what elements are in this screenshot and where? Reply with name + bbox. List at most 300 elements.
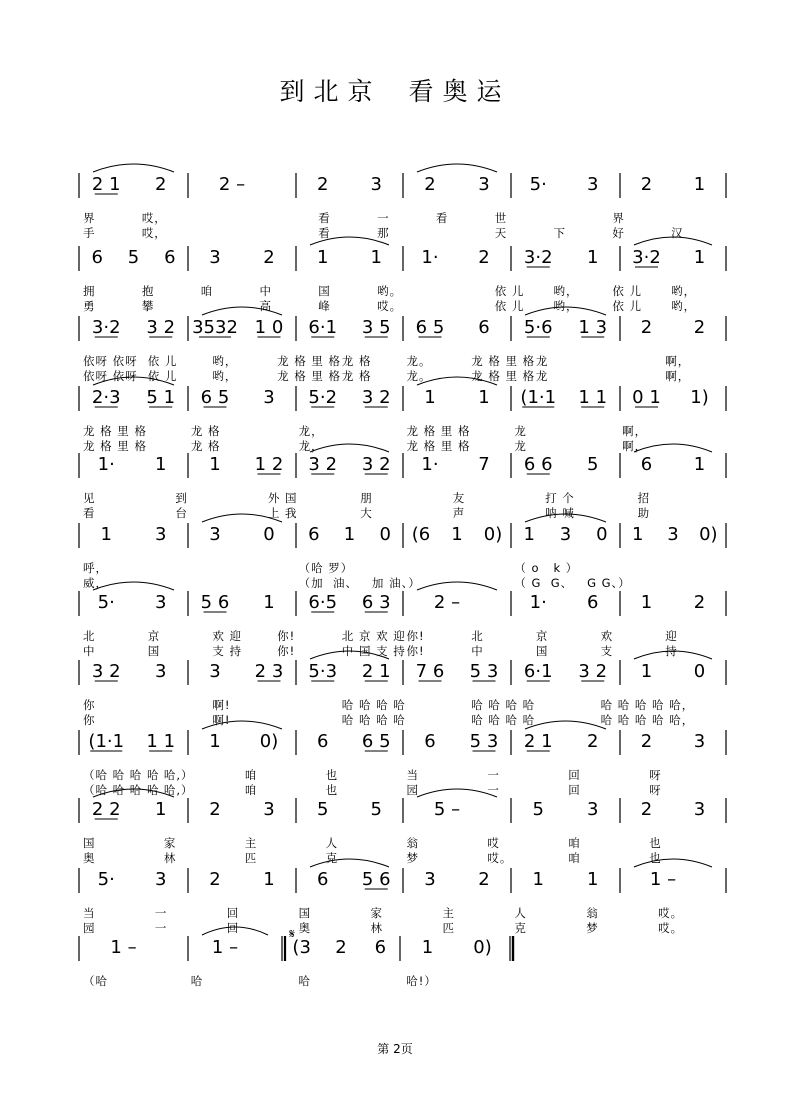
note-group: 2 [424, 174, 436, 195]
lyric-word: 支 持 [212, 644, 243, 658]
note-group: 1 [209, 731, 221, 752]
lyric-word: （ G G、 G G、） [514, 576, 631, 590]
note-group: 2 [155, 174, 167, 195]
note-group: 5 1 [146, 387, 176, 408]
lyric-word: 哈 哈 哈 哈 哈， [600, 698, 695, 712]
lyric-word: 国 [318, 284, 331, 298]
note-group: 2 [209, 799, 221, 820]
lyric-word: 那 [377, 226, 390, 240]
lyric-word: 友 [452, 491, 466, 505]
lyric-word: 你! [406, 644, 425, 658]
lyric-word: 哈 哈 哈 哈 [471, 713, 536, 727]
note-group: 5 6 [200, 592, 230, 613]
lyric-word: 龙 格 里 格 [471, 354, 536, 368]
lyric-word: 北 [471, 629, 484, 643]
note-group: 2 3 [254, 661, 284, 682]
note-group: 5· [97, 592, 115, 613]
lyric-word: 回 [568, 768, 581, 782]
lyric-word: 哎 [487, 836, 500, 850]
note-group: 1 [424, 387, 436, 408]
note-group: 6 [640, 454, 653, 475]
note-group: 1 [631, 524, 644, 545]
lyric-word: 你 [83, 698, 96, 712]
note-group: 2 [209, 869, 221, 890]
lyric-word: 哈 哈 哈 哈 哈， [600, 713, 695, 727]
lyric-word: 哈,） [163, 768, 194, 782]
lyric-word: 咱 [244, 783, 258, 797]
note-group: 3 [693, 731, 706, 752]
lyric-word: 也 [325, 768, 339, 782]
note-group: 7 6 [415, 661, 445, 682]
lyric-word: 园 [406, 783, 419, 797]
note-group: 3 [209, 661, 221, 682]
lyric-word: 咱 [568, 851, 581, 865]
lyric-word: 哎。 [658, 921, 684, 935]
lyric-word: 依 儿 [612, 284, 643, 298]
lyric-word: 匹 [244, 851, 258, 865]
lyric-word: 你! [277, 629, 296, 643]
note-group: 1 [523, 524, 535, 545]
note-group: 3 2 [361, 387, 391, 408]
note-group: 6·5 [308, 592, 338, 613]
lyric-word: 欢 [600, 629, 614, 643]
note-group: 1 [370, 247, 382, 268]
lyric-word: 奥 [298, 921, 312, 935]
note-group: 1 [587, 869, 599, 890]
note-group: 5 [532, 799, 544, 820]
lyric-word: 主 [244, 836, 258, 850]
note-group: 2 – [433, 592, 461, 613]
note-group: 1 [263, 869, 275, 890]
lyric-word: 克 [325, 851, 339, 865]
note-group: 3 2 [308, 454, 338, 475]
slur-arc [634, 859, 712, 867]
lyric-word: 汉 [671, 226, 684, 240]
lyric-word: 龙 格 里 格 [277, 354, 342, 368]
lyric-word: 哎， [141, 211, 167, 225]
note-group: 2 [693, 592, 706, 613]
note-group: 2 [640, 174, 653, 195]
lyric-word: 中 国 支 持 [341, 644, 406, 658]
lyric-word: 依 儿 [147, 354, 178, 368]
note-group: 3 2 [578, 661, 608, 682]
note-group: 1· [529, 592, 547, 613]
note-group: 6 5 [361, 731, 391, 752]
lyric-word: 国 [298, 906, 312, 920]
note-group: 1 1 [146, 731, 176, 752]
lyric-word: 龙 [514, 439, 527, 453]
note-group: 6 [478, 317, 490, 338]
lyric-word: 呀 [649, 768, 662, 782]
note-group: 5·3 [308, 661, 338, 682]
lyric-word: （哈 哈 哈 哈 [83, 783, 160, 797]
lyric-word: 哈,） [163, 783, 194, 797]
lyric-word: 一 [154, 921, 168, 935]
lyric-word: 依 儿 [494, 299, 525, 313]
lyric-word: 奥 [83, 851, 96, 865]
note-group: 1 1 [578, 387, 608, 408]
lyric-word: 龙 格 [341, 369, 372, 383]
note-group: 5 [370, 799, 382, 820]
lyric-word: 园 [83, 921, 96, 935]
lyric-word: 呐 喊 [545, 506, 575, 520]
lyric-word: 依 儿 [494, 284, 525, 298]
slur-arc [417, 164, 497, 172]
slur-arc [93, 164, 174, 172]
note-group: 1· [421, 454, 439, 475]
note-group: 0 [263, 524, 275, 545]
note-group: 2 – [218, 174, 246, 195]
lyric-word: 梦 [406, 851, 419, 865]
note-group: 2 [335, 937, 347, 958]
note-group: 3·2 [523, 247, 553, 268]
lyric-word: 支 [600, 644, 614, 658]
note-group: 2 [640, 799, 653, 820]
lyric-word: 依 儿 [147, 369, 178, 383]
lyric-word: 哈 [190, 974, 204, 988]
lyric-word: 依 儿 [612, 299, 643, 313]
note-group: 3 [155, 869, 167, 890]
lyric-word: 你! [277, 644, 296, 658]
lyric-word: 翁 [586, 906, 599, 920]
lyric-word: 龙 格 里 格 [406, 439, 471, 453]
note-group: 3 [155, 524, 167, 545]
lyric-word: 龙 [514, 424, 527, 438]
lyric-word: 中 [259, 284, 272, 298]
note-group: 6 [374, 937, 387, 958]
lyric-word: 你! [406, 629, 425, 643]
lyric-word: 哟， [671, 299, 697, 313]
lyric-word: 匹 [442, 921, 455, 935]
note-group: 1 [263, 592, 275, 613]
note-group: 3 5 [361, 317, 391, 338]
note-group: 1 [478, 387, 490, 408]
lyric-word: 打 个 [545, 491, 575, 505]
lyric-word: 看 [83, 506, 96, 520]
lyric-word: 啊! [212, 698, 231, 712]
lyric-word: 京 [535, 629, 549, 643]
note-group: 1 – [211, 937, 239, 958]
note-group: 0) [699, 524, 718, 545]
note-group: 1 – [110, 937, 137, 958]
lyric-word: 声 [452, 506, 466, 520]
lyric-word: 依呀 依呀 [83, 369, 138, 383]
lyric-word: 啊， [622, 424, 648, 438]
slur-arc [417, 582, 497, 590]
lyric-word: 梦 [586, 921, 599, 935]
lyric-word: 看 [318, 226, 331, 240]
note-group: 1 [451, 524, 463, 545]
lyric-word: 中 [471, 644, 484, 658]
slur-arc [525, 721, 606, 729]
note-group: 6 3 [361, 592, 391, 613]
note-group: 5·2 [308, 387, 338, 408]
note-group: (1·1 [520, 387, 557, 408]
note-group: 6·1 [308, 317, 338, 338]
lyric-word: 哎， [141, 226, 167, 240]
note-group: 3 [155, 661, 167, 682]
lyric-word: 拥 [83, 284, 96, 298]
note-group: (1·1 [88, 731, 125, 752]
lyric-word: 龙 [535, 369, 549, 383]
note-group: 6 [164, 247, 176, 268]
lyric-word: 回 [226, 921, 240, 935]
lyric-word: 威， [83, 576, 108, 590]
lyric-word: 呀 [649, 783, 662, 797]
note-group: 1 [693, 454, 706, 475]
lyric-word: 国 [83, 836, 96, 850]
note-group: 5 6 [361, 869, 391, 890]
note-group: 0) [259, 731, 279, 752]
song-title: 到北京 看奥运 [279, 77, 511, 106]
lyric-word: 啊， [665, 369, 691, 383]
note-group: 2 1 [361, 661, 391, 682]
lyric-word: 台 [175, 506, 188, 520]
lyric-word: 家 [370, 906, 384, 920]
note-group: 2 [640, 317, 653, 338]
note-group: 3 [263, 387, 275, 408]
lyric-word: 当 [406, 768, 419, 782]
lyric-word: 哟， [212, 369, 238, 383]
note-group: 2 2 [91, 799, 121, 820]
lyric-word: 哎。 [658, 906, 684, 920]
note-group: 1 [155, 454, 167, 475]
slur-arc [310, 859, 389, 867]
note-group: 5 – [433, 799, 461, 820]
note-group: 1 [343, 524, 356, 545]
note-group: 3 2 [146, 317, 176, 338]
lyric-word: 北 京 欢 迎 [341, 629, 406, 643]
note-group: (3 [292, 937, 311, 958]
lyric-word: （ o k ） [514, 561, 579, 575]
note-group: 1 [640, 661, 653, 682]
lyric-word: 也 [649, 836, 662, 850]
note-group: 3 [559, 524, 572, 545]
lyric-word: 中 [83, 644, 96, 658]
note-group: 3 [667, 524, 679, 545]
note-group: 1 [421, 937, 434, 958]
lyric-word: 哟， [553, 284, 579, 298]
note-group: 2 [640, 731, 653, 752]
lyric-word: 一 [154, 906, 168, 920]
lyric-word: 咱 [568, 836, 581, 850]
note-group: 1· [97, 454, 115, 475]
lyric-word: 京 [147, 629, 161, 643]
lyric-word: 龙 格 里 格 [471, 369, 536, 383]
note-group: 2 1 [91, 174, 121, 195]
lyric-word: 攀 [141, 299, 155, 313]
lyric-word: 哟， [553, 299, 579, 313]
note-group: 5· [97, 869, 115, 890]
lyric-word: 龙 格 [190, 439, 221, 453]
lyric-word: 天 [494, 226, 508, 240]
note-group: 3 [424, 869, 436, 890]
lyric-word: 一 [487, 783, 500, 797]
lyric-word: 北 [83, 629, 96, 643]
note-group: 2 1 [523, 731, 553, 752]
lyric-word: 下 [553, 226, 567, 240]
lyric-word: 回 [226, 906, 240, 920]
note-group: 6 [317, 731, 329, 752]
note-group: 1 [693, 174, 706, 195]
lyric-word: 勇 [83, 299, 96, 313]
lyric-word: 咱 [200, 284, 214, 298]
note-group: 6 5 [200, 387, 230, 408]
lyric-word: 朋 [360, 491, 373, 505]
note-group: 0 [596, 524, 608, 545]
lyric-word: 回 [568, 783, 581, 797]
note-group: 1 0 [254, 317, 284, 338]
note-group: 3 [155, 592, 167, 613]
lyric-word: 啊， [665, 354, 691, 368]
lyric-word: 家 [163, 836, 177, 850]
lyric-word: 哈 哈 哈 哈 [471, 698, 536, 712]
lyric-word: 迎 [665, 629, 678, 643]
note-group: 2 [587, 731, 599, 752]
lyric-word: 哟， [212, 354, 238, 368]
note-group: 3 [478, 174, 490, 195]
lyric-word: 一 [377, 211, 390, 225]
note-group: 3 [263, 799, 275, 820]
lyric-word: 哈 哈 哈 哈 [341, 698, 406, 712]
lyric-word: 也 [649, 851, 662, 865]
lyric-word: 国 [535, 644, 549, 658]
note-group: 6 [317, 869, 329, 890]
note-group: 3 [693, 799, 706, 820]
note-group: 5· [529, 174, 547, 195]
note-group: 1 [532, 869, 544, 890]
note-group: 1) [690, 387, 709, 408]
lyric-word: 哈 哈 哈 哈 [341, 713, 406, 727]
lyric-word: 龙。 [406, 369, 432, 383]
lyric-word: 龙 格 里 格 [83, 424, 147, 438]
lyric-word: 龙 格 [341, 354, 372, 368]
lyric-word: 招 [637, 491, 651, 505]
note-group: 5·6 [523, 317, 553, 338]
lyric-word: 翁 [406, 836, 419, 850]
lyric-word: 高 [259, 299, 272, 313]
note-group: 2·3 [91, 387, 121, 408]
note-group: 3·2 [632, 247, 661, 268]
note-group: 1 [209, 454, 221, 475]
lyric-word: 龙 格 [190, 424, 221, 438]
note-group: 5 3 [469, 661, 499, 682]
lyric-word: 国 [147, 644, 161, 658]
lyric-word: 人 [514, 906, 527, 920]
lyric-word: 哎。 [377, 299, 403, 313]
note-group: 2 [693, 317, 706, 338]
lyric-word: 峰 [318, 299, 331, 313]
lyric-word: 呼， [83, 561, 108, 575]
lyric-word: 大 [360, 506, 373, 520]
lyric-word: 林 [370, 921, 384, 935]
lyric-word: 龙， [298, 439, 324, 453]
note-group: 3 [587, 174, 599, 195]
lyric-word: 持 [665, 644, 678, 658]
note-group: 3 [370, 174, 382, 195]
lyric-word: 见 [83, 491, 96, 505]
note-group: 1 2 [254, 454, 284, 475]
lyric-word: 世 [494, 211, 508, 225]
lyric-word: 你 [83, 713, 96, 727]
note-group: 2 [478, 247, 490, 268]
note-group: 5 [317, 799, 329, 820]
lyric-word: 龙， [298, 424, 324, 438]
note-group: 5 [587, 454, 599, 475]
lyric-word: 到 [175, 491, 188, 505]
lyric-word: 也 [325, 783, 339, 797]
note-group: (6 [411, 524, 431, 545]
note-group: 6 [424, 731, 436, 752]
note-group: 1 [155, 799, 167, 820]
lyric-word: 哟。 [377, 284, 403, 298]
note-group: 6 [91, 247, 103, 268]
note-group: 6 [308, 524, 320, 545]
note-group: 3 [587, 799, 599, 820]
lyric-word: 哈 [298, 974, 311, 988]
note-group: 2 [478, 869, 490, 890]
note-group: 1 3 [578, 317, 608, 338]
lyric-word: 啊! [212, 713, 231, 727]
note-group: 2 [317, 174, 329, 195]
note-group: 1 – [649, 869, 677, 890]
note-group: 3 2 [91, 661, 121, 682]
note-group: 1 [587, 247, 599, 268]
lyric-word: 看 [435, 211, 449, 225]
note-group: 7 [478, 454, 490, 475]
lyric-word: 依呀 依呀 [83, 354, 138, 368]
lyric-word: 主 [442, 906, 455, 920]
note-group: 1 [640, 592, 653, 613]
lyric-word: 龙 [535, 354, 549, 368]
lyric-word: 手 [83, 226, 96, 240]
note-group: 1· [421, 247, 439, 268]
lyric-word: （哈 罗） [298, 561, 354, 575]
lyric-word: 当 [83, 906, 96, 920]
note-group: 2 [263, 247, 275, 268]
note-group: 6 [587, 592, 599, 613]
note-group: 3 2 [361, 454, 391, 475]
note-group: 0 [693, 661, 706, 682]
lyric-word: 龙 格 里 格 [277, 369, 342, 383]
lyric-word: （哈 哈 哈 哈 [83, 768, 160, 782]
lyric-word: 哎。 [487, 851, 513, 865]
lyric-word: 界 [612, 211, 625, 225]
note-group: 3·2 [91, 317, 121, 338]
lyric-word: 咱 [244, 768, 258, 782]
lyric-word: 龙。 [406, 354, 432, 368]
note-group: 0) [473, 937, 492, 958]
lyric-word: 上 我 [267, 506, 298, 520]
lyric-word: 龙 格 里 格 [406, 424, 471, 438]
note-group: 5 3 [469, 731, 499, 752]
lyric-word: 林 [163, 851, 177, 865]
lyric-word: 看 [318, 211, 331, 225]
lyric-word: （哈 [83, 974, 108, 988]
lyric-word: 好 [612, 226, 625, 240]
note-group: 0) [483, 524, 503, 545]
note-group: 0 [379, 524, 391, 545]
lyric-word: 外 国 [267, 491, 298, 505]
note-group: 1 [100, 524, 112, 545]
note-group: 3 [209, 247, 221, 268]
lyric-word: 哈!） [406, 974, 437, 988]
lyric-word: （加 油、 加 油、） [298, 576, 421, 590]
lyric-word: 啊， [622, 439, 648, 453]
note-group: 3532 [192, 317, 238, 338]
segno-sign: 𝄋 [289, 927, 295, 942]
note-group: 1 [317, 247, 329, 268]
